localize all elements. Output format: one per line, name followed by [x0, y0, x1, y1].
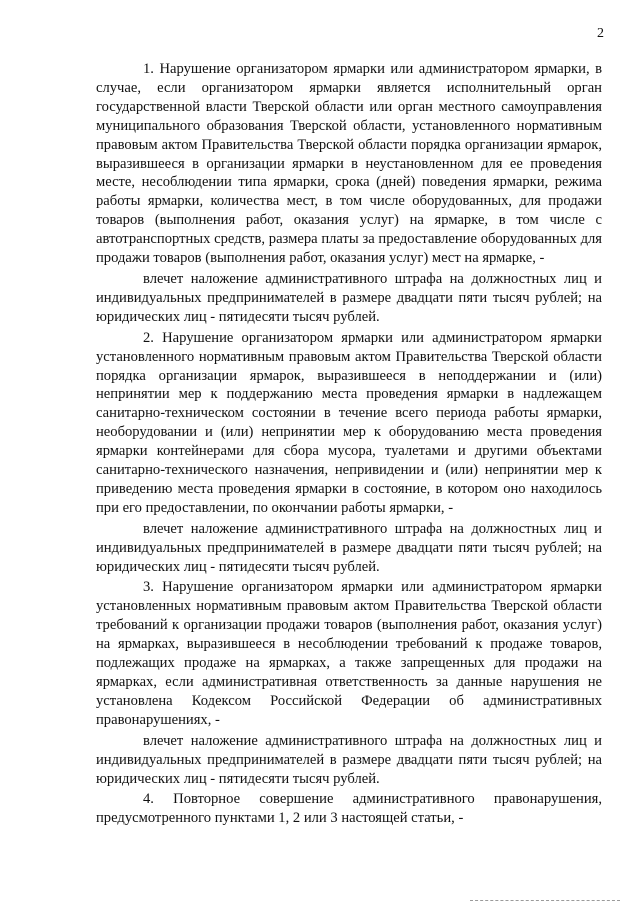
scan-edge-line: [470, 900, 620, 901]
paragraph-clause-1: 1. Нарушение организатором ярмарки или администратором ярмарки, в случае, если организатором ярмарки является исполнительный орган государственной власти Тверской области или орган местного самоуправления муниципального образования Тверской области, установленного нормативным правовым актом Правительства Тверской области порядка организации ярмарок, выразившееся в организации ярмарки в неустановленном для ее проведения месте, несоблюдении типа ярмарки, срока (дней) поведения ярмарки, режима работы ярмарки, количества мест, в том числе оборудованных, для продажи товаров (выполнения работ, оказания услуг) на ярмарке, в том числе с автотранспортных средств, размера платы за предоставление оборудованных для продажи товаров (выполнения работ, оказания услуг) мест на ярмарке, -: [96, 61, 602, 267]
paragraph-clause-3: 3. Нарушение организатором ярмарки или администратором ярмарки установленных нормативным правовым актом Правительства Тверской области требований к организации продажи товаров (выполнения работ, оказания услуг) на ярмарках, выразившееся в несоблюдении требований к продаже товаров, подлежащих продаже на ярмарках, а также запрещенных для продажи на ярмарках, если административная ответственность за данные нарушения не установлена Кодексом Российской Федерации об административных правонарушениях, -: [96, 579, 602, 728]
paragraph-clause-4: 4. Повторное совершение административного правонарушения, предусмотренного пунктами 1, 2 или 3 настоящей статьи, -: [96, 791, 602, 827]
page-number: 2: [597, 26, 604, 41]
paragraph-penalty-1: влечет наложение административного штрафа на должностных лиц и индивидуальных предпринимателей в размере двадцати пяти тысяч рублей; на юридических лиц - пятидесяти тысяч рублей.: [96, 270, 602, 325]
paragraph-clause-2: 2. Нарушение организатором ярмарки или администратором ярмарки установленного нормативным правовым актом Правительства Тверской области порядка организации ярмарок, выразившееся в неподдержании и (или) непринятии мер к поддержанию места проведения ярмарки в надлежащем санитарно-техническом состоянии в течение всего периода работы ярмарки, необорудовании и (или) непринятии мер к оборудованию места проведения ярмарки контейнерами для сбора мусора, туалетами и другими объектами санитарно-технического назначения, непривидении и (или) непринятии мер к приведению места проведения ярмарки в состояние, в котором оно находилось при его предоставлении, по окончании работы ярмарки, -: [96, 329, 602, 516]
document-body: [96, 60, 602, 828]
paragraph-penalty-3: влечет наложение административного штрафа на должностных лиц и индивидуальных предпринимателей в размере двадцати пяти тысяч рублей; на юридических лиц - пятидесяти тысяч рублей.: [96, 732, 602, 787]
paragraph-penalty-2: влечет наложение административного штрафа на должностных лиц и индивидуальных предпринимателей в размере двадцати пяти тысяч рублей; на юридических лиц - пятидесяти тысяч рублей.: [96, 520, 602, 575]
